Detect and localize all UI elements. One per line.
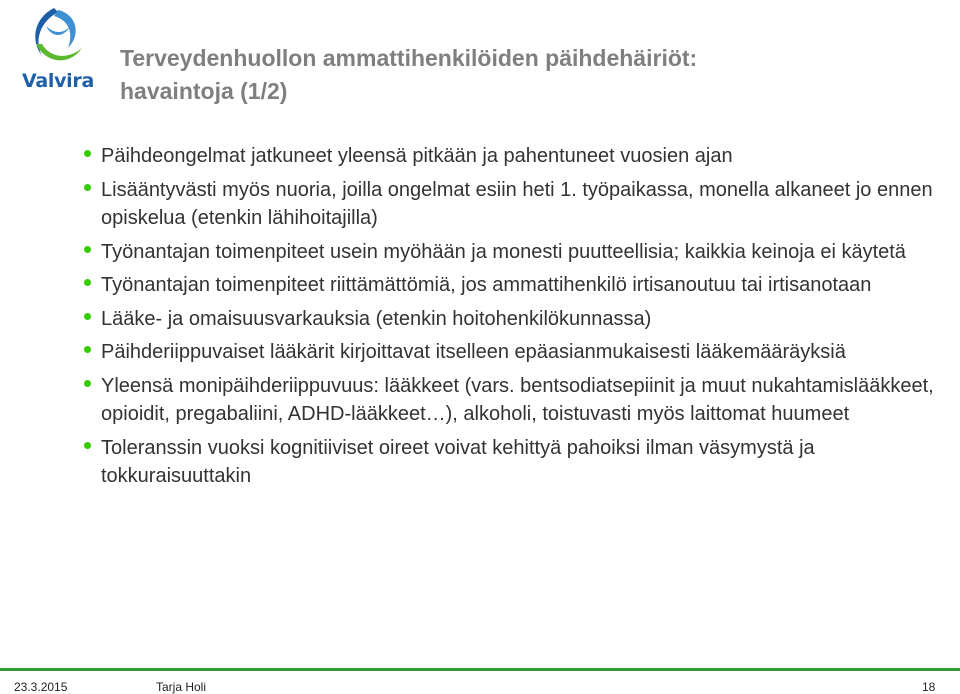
bullet-dot-icon [84,346,91,353]
slide-title-line-2: havaintoja (1/2) [120,78,288,104]
footer-divider [0,668,960,671]
bullet-dot-icon [84,150,91,157]
slide-title-line-1: Terveydenhuollon ammattihenkilöiden päihdehäiriöt: [120,45,698,71]
footer-date: 23.3.2015 [14,680,68,694]
bullet-dot-icon [84,184,91,191]
bullet-dot-icon [84,380,91,387]
bullet-item: Lääke- ja omaisuusvarkauksia (etenkin hoitohenkilökunnassa) [78,305,948,334]
page-number: 18 [922,680,936,694]
bullet-item: Toleranssin vuoksi kognitiiviset oireet voivat kehittyä pahoiksi ilman väsymystä ja tokkuraisuuttakin [78,434,948,491]
bullet-item: Yleensä monipäihderiippuvuus: lääkkeet (vars. bentsodiatsepiinit ja muut nukahtamislääkkeet, opioidit, pregabaliini, ADHD-lääkkeet…), alkoholi, toistuvasti myös laittomat huumeet [78,372,948,429]
bullet-item: Työnantajan toimenpiteet riittämättömiä, jos ammattihenkilö irtisanoutuu tai irtisanotaan [78,271,948,300]
bullet-item: Päihdeongelmat jatkuneet yleensä pitkään ja pahentuneet vuosien ajan [78,142,948,171]
bullet-dot-icon [84,246,91,253]
bullet-dot-icon [84,279,91,286]
bullet-dot-icon [84,442,91,449]
bullet-item: Päihderiippuvaiset lääkärit kirjoittavat itselleen epäasianmukaisesti lääkemääräyksiä [78,338,948,367]
logo-text: Valvira [22,70,94,92]
bullet-item: Lisääntyvästi myös nuoria, joilla ongelmat esiin heti 1. työpaikassa, monella alkaneet jo ennen opiskelua (etenkin lähihoitajilla) [78,176,948,233]
footer-author: Tarja Holi [156,680,207,694]
slide-title [120,42,920,108]
valvira-emblem-icon [24,4,86,70]
valvira-logo [18,4,98,96]
bullet-dot-icon [84,313,91,320]
bullet-list [78,142,948,496]
bullet-item: Työnantajan toimenpiteet usein myöhään ja monesti puutteellisia; kaikkia keinoja ei käytetä [78,238,948,267]
